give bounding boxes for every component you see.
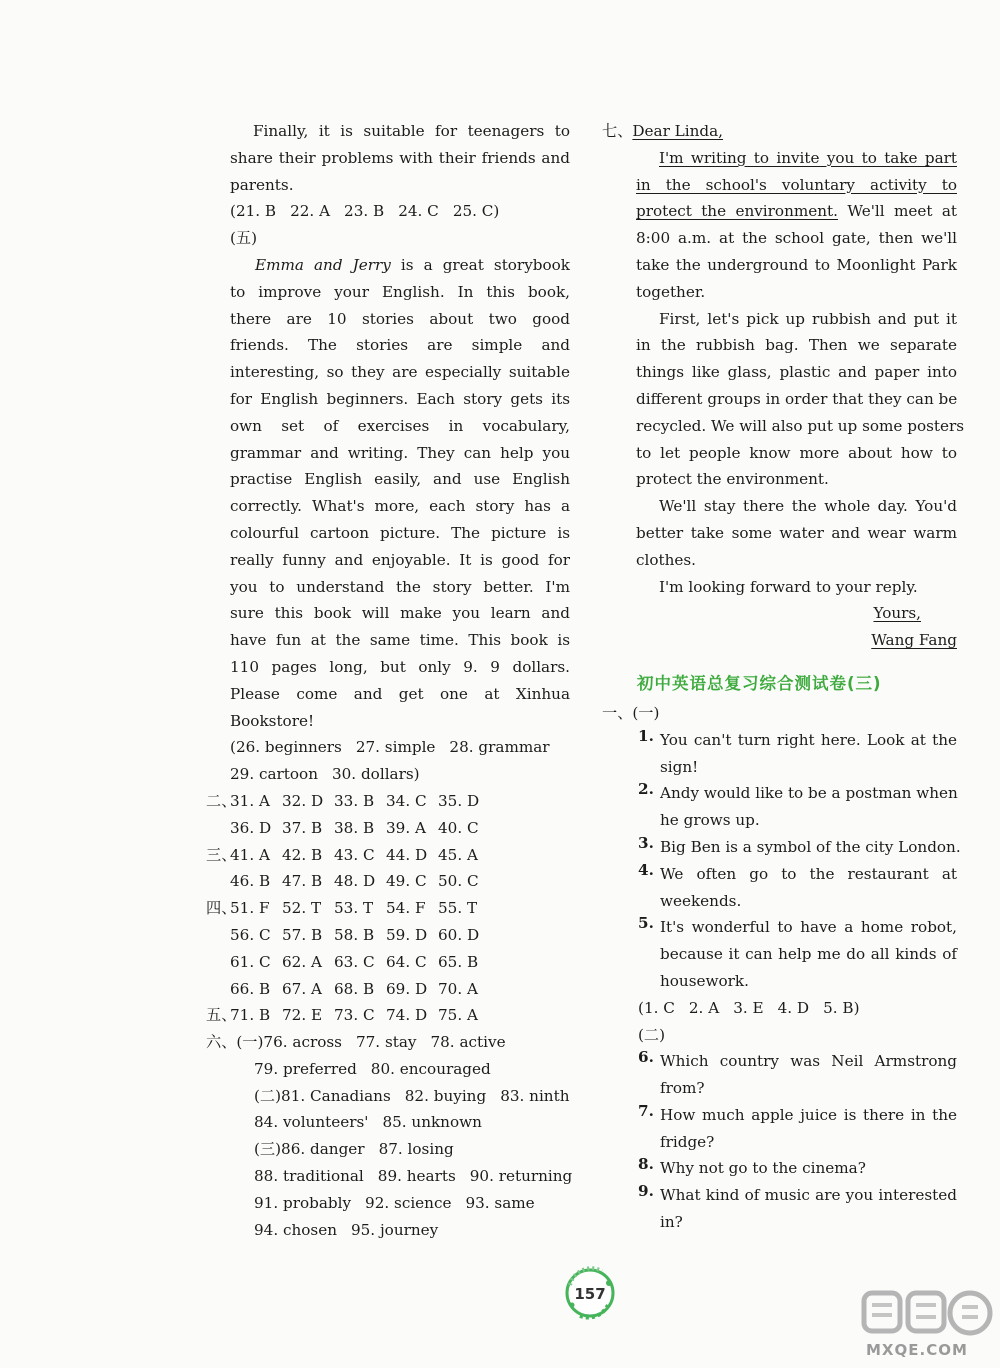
text-line: things like glass, plastic and paper into xyxy=(636,363,957,382)
answer-item: 37. B xyxy=(282,818,323,837)
text-line: housework. xyxy=(660,971,749,990)
answer-item: 89. hearts xyxy=(377,1167,456,1186)
answer-item: 75. A xyxy=(438,1006,478,1025)
test-section-title: 初中英语总复习综合测试卷(三) xyxy=(637,673,882,693)
answer-line-29-30: 29. cartoon 30. dollars) xyxy=(230,765,420,784)
answer-item: 69. D xyxy=(386,979,428,998)
question-number: 7. xyxy=(638,1101,654,1120)
answer-item: 44. D xyxy=(386,845,428,864)
answer-item: 5. B xyxy=(823,998,854,1017)
answer-grid-row xyxy=(206,949,570,976)
answer-item: 32. D xyxy=(282,791,324,810)
answer-item: 67. A xyxy=(282,979,322,998)
text-line: 110 pages long, but only 9. 9 dollars. xyxy=(230,657,570,676)
text-line: have fun at the same time. This book is xyxy=(230,631,570,650)
answer-item: 59. D xyxy=(386,925,428,944)
answer-item: 70. A xyxy=(438,979,478,998)
text-line: colourful cartoon picture. The picture is xyxy=(230,523,570,542)
question-item xyxy=(638,727,957,781)
answer-item: 39. A xyxy=(386,818,426,837)
answer-item: 41. A xyxy=(230,845,270,864)
text-line: in? xyxy=(660,1213,683,1232)
text-line: in the rubbish bag. Then we separate xyxy=(636,336,957,355)
answer-six-row xyxy=(254,1163,573,1190)
letter-signature: Wang Fang xyxy=(871,631,957,650)
book-title: Emma and Jerry xyxy=(255,255,391,274)
answer-item: 64. C xyxy=(386,952,427,971)
answer-grid-row xyxy=(206,976,570,1003)
answer-grid-label: 五、 xyxy=(206,1006,237,1025)
answer-item: 53. T xyxy=(334,899,374,918)
answer-grid-label: 四、 xyxy=(206,899,237,918)
answer-six-row xyxy=(254,1190,570,1217)
text-line: protect the environment. We'll meet at xyxy=(636,202,958,221)
text-line: sign! xyxy=(660,757,699,776)
text-line: from? xyxy=(660,1079,705,1098)
answer-item: 43. C xyxy=(334,845,375,864)
answer-item: 22. A xyxy=(290,202,331,221)
part-label-1: 一、(一) xyxy=(602,703,660,722)
answer-item: 34. C xyxy=(386,791,427,810)
text-line: together. xyxy=(636,282,706,301)
answer-item: 77. stay xyxy=(355,1033,417,1052)
answer-item: 29. cartoon xyxy=(230,765,318,784)
answer-item: 2. A xyxy=(688,998,720,1017)
answer-item: 52. T xyxy=(282,899,322,918)
text-line: Andy would like to be a postman when xyxy=(660,784,958,803)
text-line: own set of exercises in vocabulary, xyxy=(230,416,570,435)
question-item xyxy=(638,780,957,834)
text-line: interesting, so they are especially suitable xyxy=(230,363,570,382)
answer-item: 55. T xyxy=(438,899,478,918)
letter-paragraph-3 xyxy=(612,493,957,573)
text-line: take the underground to Moonlight Park xyxy=(636,255,957,274)
answer-item: 56. C xyxy=(230,925,271,944)
text-line: How much apple juice is there in the xyxy=(660,1105,957,1124)
answer-item: 61. C xyxy=(230,952,271,971)
text-line: fridge? xyxy=(660,1132,715,1151)
text-line: Finally, it is suitable for teenagers to xyxy=(253,122,570,140)
text-line: First, let's pick up rubbish and put it xyxy=(659,309,957,328)
answer-item: 72. E xyxy=(282,1006,323,1025)
answer-item: 73. C xyxy=(334,1006,375,1025)
answer-item: 1. C xyxy=(643,998,675,1017)
text-line: sure this book will make you learn and xyxy=(230,604,570,623)
part-label-2: (二) xyxy=(638,1025,666,1044)
answer-six-row xyxy=(254,1056,570,1083)
text-line: grammar and writing. They can help you xyxy=(230,443,570,462)
question-item xyxy=(638,833,961,861)
question-text xyxy=(660,1182,957,1236)
answer-item: 21. B xyxy=(235,202,277,221)
question-text xyxy=(660,1048,957,1102)
answer-item: 36. D xyxy=(230,818,272,837)
answer-item: 47. B xyxy=(282,872,323,891)
letter-closing: Yours, xyxy=(873,604,921,623)
answer-grid-label: 三、 xyxy=(206,845,237,864)
section-label-5: (五) xyxy=(230,229,258,248)
answer-item: 42. B xyxy=(282,845,323,864)
answer-six-label: (三) xyxy=(254,1140,282,1159)
answer-item: 23. B xyxy=(344,202,385,221)
answer-grid-row xyxy=(206,922,570,949)
answer-item: 92. science xyxy=(365,1193,452,1212)
answer-six-row xyxy=(206,1029,570,1056)
answer-grid-label xyxy=(206,976,230,1003)
answer-item: 46. B xyxy=(230,872,271,891)
answer-item: 82. buying xyxy=(404,1086,487,1105)
answer-six-row xyxy=(254,1217,570,1244)
letter-salutation-line xyxy=(602,118,957,145)
text-line: you to understand the story better. I'm xyxy=(230,577,570,596)
page-number-badge xyxy=(562,1265,618,1321)
answer-grid-label xyxy=(206,949,230,976)
answer-item: 28. grammar xyxy=(449,738,550,757)
text-line: to improve your English. In this book, xyxy=(230,282,570,301)
answer-item: 27. simple xyxy=(355,738,436,757)
answer-item: 40. C xyxy=(438,818,479,837)
answer-item: 94. chosen xyxy=(254,1220,337,1239)
question-text xyxy=(660,780,958,834)
answer-item: 49. C xyxy=(386,872,427,891)
text-line: You can't turn right here. Look at the xyxy=(660,730,957,749)
letter-paragraph-1 xyxy=(612,145,957,306)
text-line: Please come and get one at Xinhua xyxy=(230,684,570,703)
answer-item: 48. D xyxy=(334,872,376,891)
answer-six-row xyxy=(254,1083,570,1110)
answer-item: 30. dollars xyxy=(331,765,414,784)
answer-item: 45. A xyxy=(438,845,478,864)
question-number: 8. xyxy=(638,1155,654,1174)
answer-item: 74. D xyxy=(386,1006,428,1025)
text-line: better take some water and wear warm xyxy=(636,523,957,542)
text-line: Which country was Neil Armstrong xyxy=(660,1052,957,1071)
answer-grid-row xyxy=(206,788,570,815)
answer-grid-row xyxy=(206,868,570,895)
question-text xyxy=(660,1102,957,1156)
answer-item: 68. B xyxy=(334,979,375,998)
answer-grid-label: 二、 xyxy=(206,791,237,810)
letter-paragraph-4 xyxy=(612,574,957,601)
answer-item: 90. returning xyxy=(469,1167,573,1186)
answer-item: 83. ninth xyxy=(500,1086,570,1105)
answer-grid-label xyxy=(206,815,230,842)
text-line: What kind of music are you interested xyxy=(660,1186,957,1205)
text-line: practise English easily, and use English xyxy=(230,470,570,489)
text-line: 8:00 a.m. at the school gate, then we'll xyxy=(636,229,957,248)
answer-six-label: 六、(一) xyxy=(206,1033,264,1052)
answer-item: 26. beginners xyxy=(235,738,342,757)
watermark-text: MXQE.COM xyxy=(866,1341,968,1359)
answer-item: 57. B xyxy=(282,925,323,944)
answer-item: 78. active xyxy=(430,1033,506,1052)
right-column xyxy=(602,118,965,1236)
answer-item: 63. C xyxy=(334,952,375,971)
answer-six-row xyxy=(254,1109,570,1136)
answer-item: 62. A xyxy=(282,952,322,971)
answer-six-row xyxy=(254,1136,570,1163)
question-number: 9. xyxy=(638,1182,654,1201)
answer-line-1-5: (1. C 2. A 3. E 4. D 5. B) xyxy=(638,998,860,1017)
text-line: weekends. xyxy=(660,891,742,910)
text-line: to let people know more about how to xyxy=(636,443,957,462)
answer-item: 51. F xyxy=(230,899,270,918)
answer-item: 50. C xyxy=(438,872,479,891)
text-line: I'm looking forward to your reply. xyxy=(659,577,918,596)
answer-item: 4. D xyxy=(777,998,810,1017)
answer-item: 95. journey xyxy=(350,1220,439,1239)
answer-item: 88. traditional xyxy=(254,1167,364,1186)
answer-line-26-28: (26. beginners 27. simple 28. grammar xyxy=(230,738,550,757)
text-line: different groups in order that they can be xyxy=(636,389,958,408)
text-line: really funny and enjoyable. It is good for xyxy=(230,550,570,569)
text-line: Bookstore! xyxy=(230,711,315,730)
text-line: he grows up. xyxy=(660,811,760,830)
salutation: Dear Linda, xyxy=(632,122,724,140)
page-number: 157 xyxy=(574,1285,606,1303)
question-number: 6. xyxy=(638,1048,654,1067)
question-item xyxy=(638,1102,957,1156)
answer-grid-label xyxy=(206,868,230,895)
answer-item: 3. E xyxy=(733,998,764,1017)
question-list-2 xyxy=(612,1048,957,1236)
answer-item: 81. Canadians xyxy=(281,1086,391,1105)
answer-section-six xyxy=(206,1029,573,1243)
text-line: I'm writing to invite you to take part xyxy=(659,148,957,167)
answer-line-21-25: (21. B 22. A 23. B 24. C 25. C) xyxy=(230,202,500,221)
answer-six-label: (二) xyxy=(254,1086,282,1105)
text-line: protect the environment. xyxy=(636,470,829,489)
question-number: 5. xyxy=(638,914,654,933)
question-item xyxy=(638,861,957,915)
answer-grid-label xyxy=(206,922,230,949)
answer-grid xyxy=(206,788,570,1029)
text-line: friends. The stories are simple and xyxy=(230,336,570,355)
text-line: there are 10 stories about two good xyxy=(230,309,570,328)
answer-item: 35. D xyxy=(438,791,480,810)
question-text xyxy=(660,861,957,915)
answer-item: 79. preferred xyxy=(254,1059,357,1078)
answer-item: 33. B xyxy=(334,791,375,810)
text-line: Why not go to the cinema? xyxy=(660,1159,866,1178)
answer-item: 58. B xyxy=(334,925,375,944)
question-text xyxy=(660,834,961,861)
letter-paragraph-2 xyxy=(612,306,965,494)
question-number: 3. xyxy=(638,833,654,852)
text-line: Big Ben is a symbol of the city London. xyxy=(660,837,961,856)
answer-item: 87. losing xyxy=(378,1140,454,1159)
question-item xyxy=(638,914,957,994)
question-text xyxy=(660,727,957,781)
text-line: share their problems with their friends and xyxy=(230,148,570,167)
text-line: We often go to the restaurant at xyxy=(660,864,957,883)
answer-item: 71. B xyxy=(230,1006,271,1025)
answer-item: 86. danger xyxy=(281,1140,365,1159)
answer-grid-row xyxy=(206,1002,570,1029)
answer-item: 91. probably xyxy=(254,1193,352,1212)
answer-grid-row xyxy=(206,815,570,842)
text-line: parents. xyxy=(230,175,294,194)
answer-grid-row xyxy=(206,842,570,869)
text-line: clothes. xyxy=(636,550,697,569)
watermark-icon xyxy=(858,1285,998,1345)
answer-item: 76. across xyxy=(263,1033,342,1052)
text-line: for English beginners. Each story gets its xyxy=(230,389,570,408)
question-text xyxy=(660,914,957,994)
paragraph-emma-jerry xyxy=(230,252,570,734)
text-line: We'll stay there the whole day. You'd xyxy=(659,497,957,516)
paragraph-finally xyxy=(230,118,570,198)
question-text xyxy=(660,1155,957,1182)
answer-item: 65. B xyxy=(438,952,479,971)
answer-item: 66. B xyxy=(230,979,271,998)
answer-item: 31. A xyxy=(230,791,270,810)
question-item xyxy=(638,1048,957,1102)
text-line: recycled. We will also put up some posters xyxy=(636,416,965,435)
answer-item: 84. volunteers' xyxy=(254,1113,369,1132)
question-number: 1. xyxy=(638,726,654,745)
question-item xyxy=(638,1155,957,1182)
answer-item: 38. B xyxy=(334,818,375,837)
text-line: correctly. What's more, each story has a xyxy=(230,497,570,516)
question-number: 4. xyxy=(638,860,654,879)
text-line: Emma and Jerry is a great storybook xyxy=(255,255,570,274)
answer-item: 54. F xyxy=(386,899,426,918)
section-label-7: 七、 xyxy=(602,122,633,140)
answer-item: 85. unknown xyxy=(382,1113,482,1132)
left-column xyxy=(206,118,573,1243)
text-line: because it can help me do all kinds of xyxy=(660,945,957,964)
answer-item: 24. C xyxy=(398,202,439,221)
answer-grid-row xyxy=(206,895,570,922)
answer-item: 93. same xyxy=(465,1193,535,1212)
watermark-logo xyxy=(858,1285,998,1365)
question-item xyxy=(638,1182,957,1236)
answer-item: 25. C xyxy=(452,202,494,221)
text-line: It's wonderful to have a home robot, xyxy=(660,918,957,937)
text-line: in the school's voluntary activity to xyxy=(636,175,957,194)
question-number: 2. xyxy=(638,780,654,799)
answer-item: 80. encouraged xyxy=(370,1059,491,1078)
question-list-1 xyxy=(612,726,961,995)
answer-item: 60. D xyxy=(438,925,480,944)
